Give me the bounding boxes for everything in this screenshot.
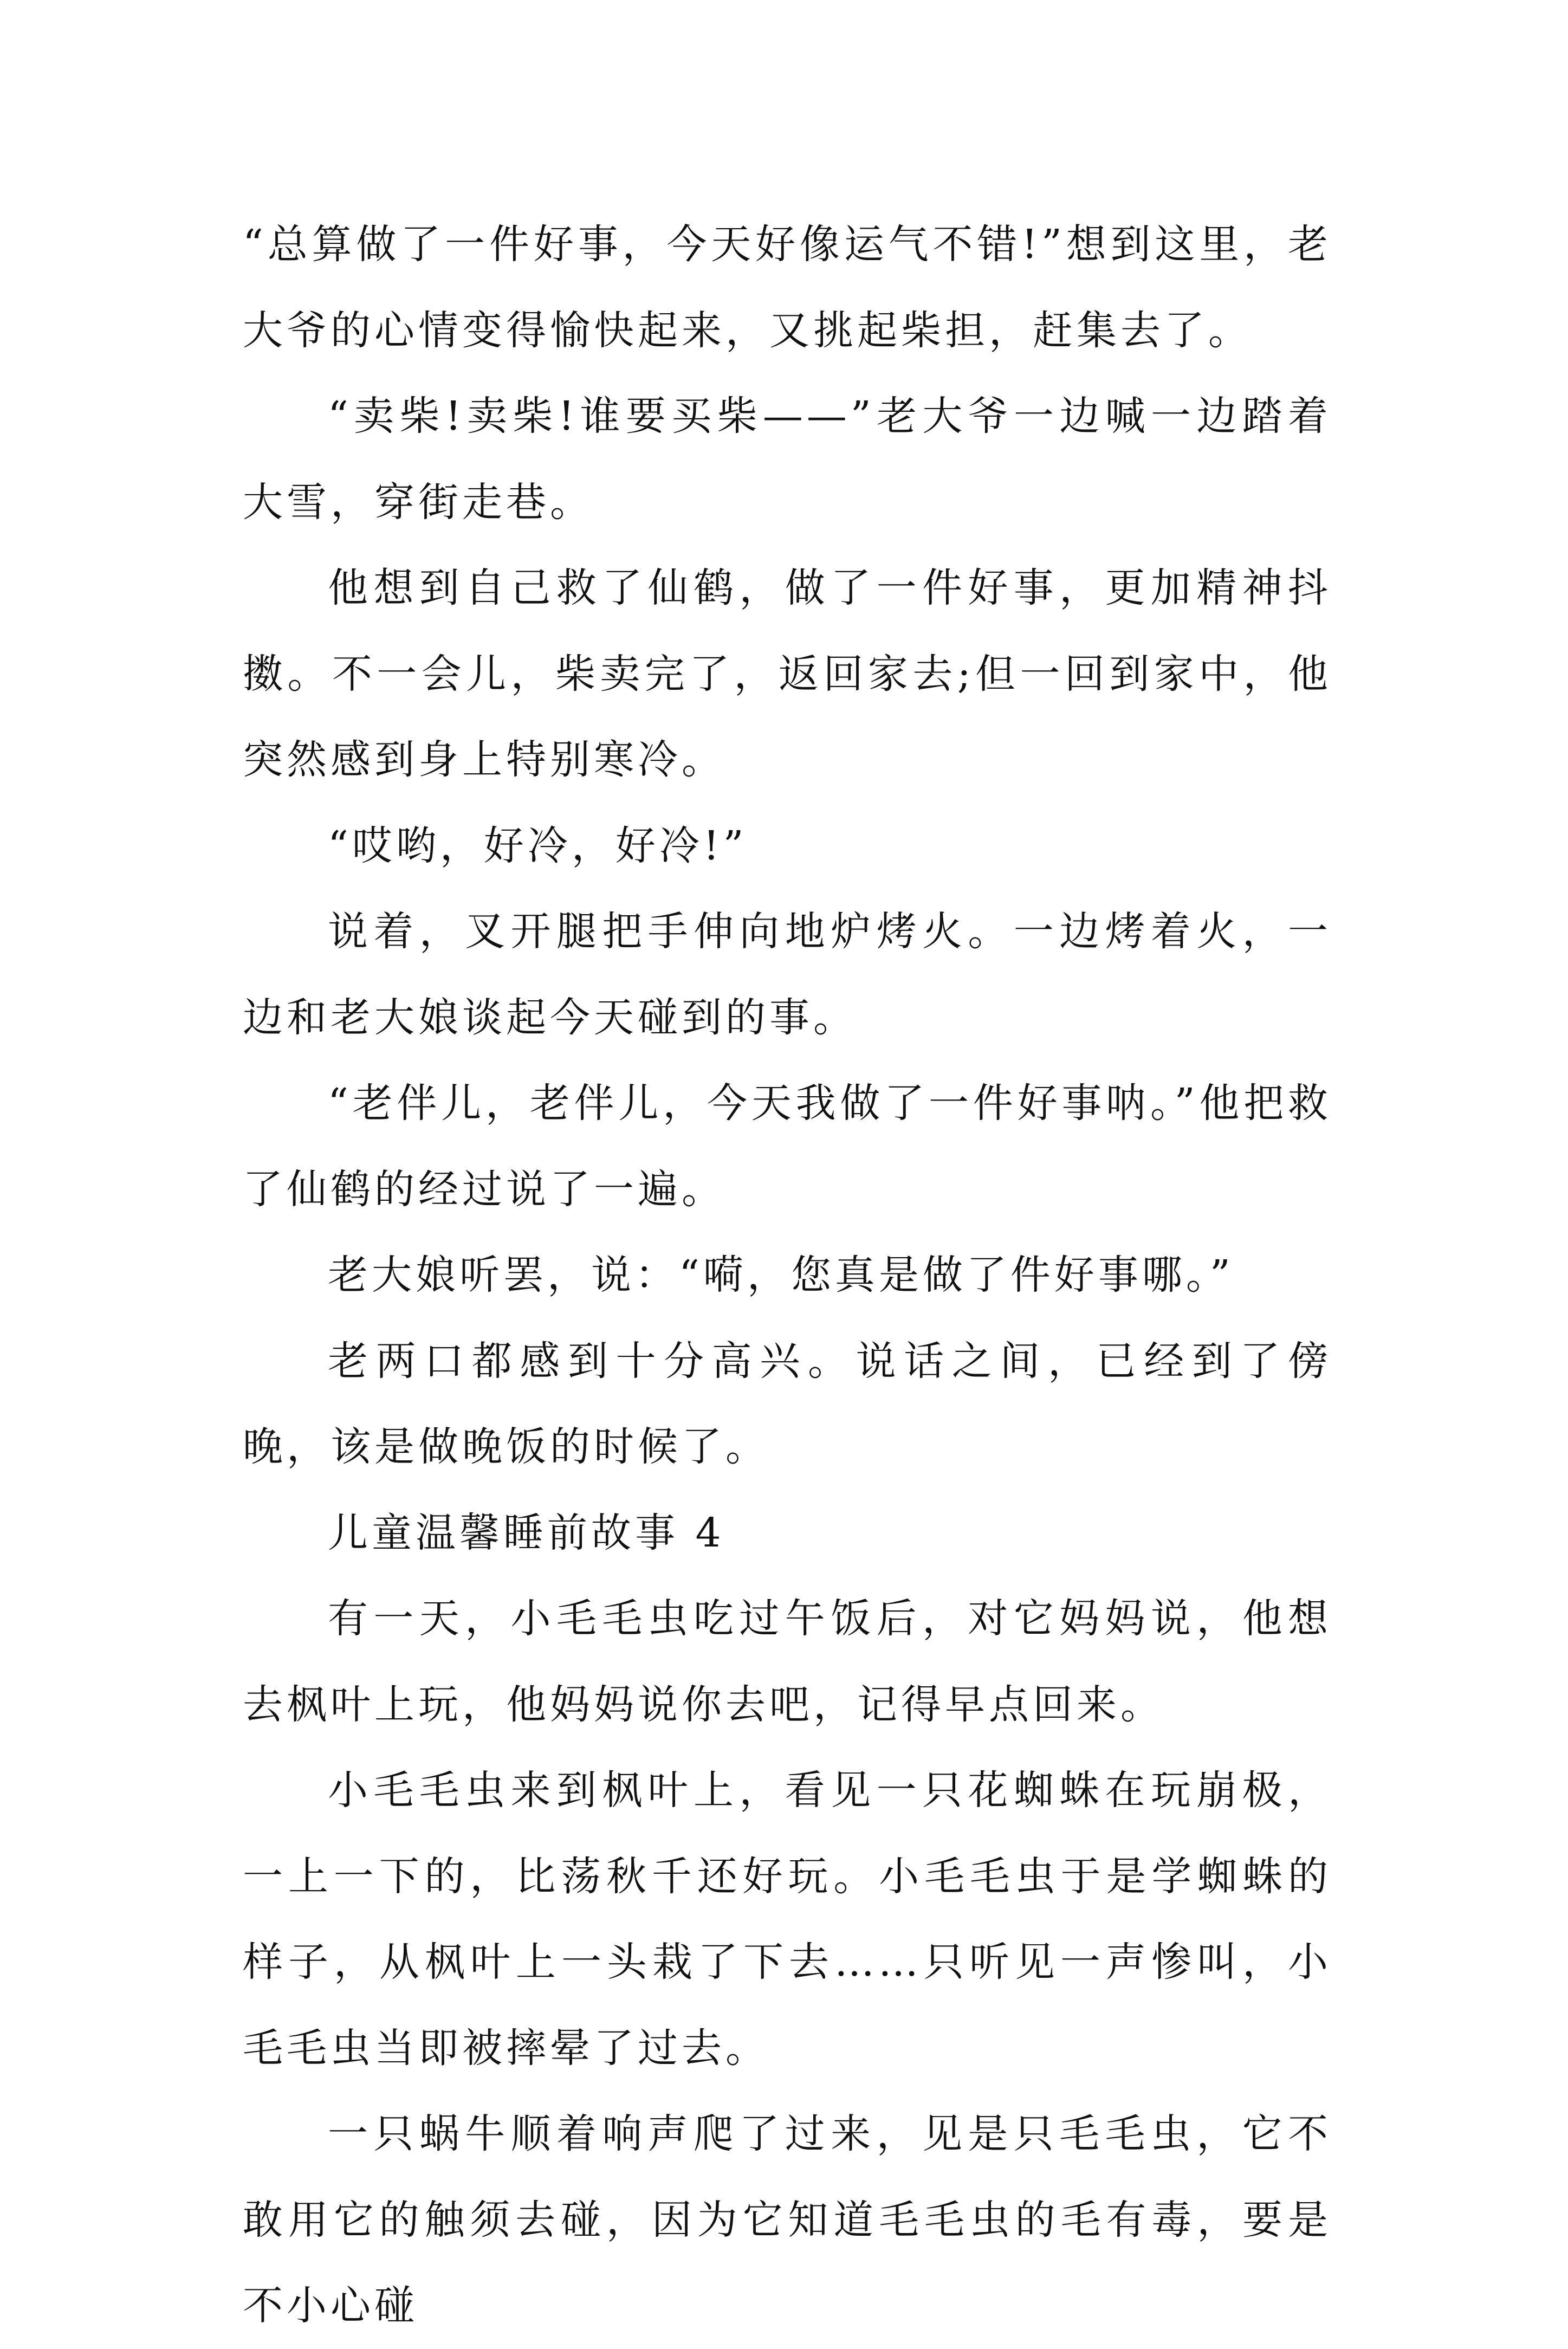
- document-body: [243, 202, 1332, 2349]
- paragraph: 一只蜗牛顺着响声爬了过来，见是只毛毛虫，它不敢用它的触须去碰，因为它知道毛毛虫的毛有毒，要是不小心碰: [243, 2111, 1332, 2329]
- paragraph: 老两口都感到十分高兴。说话之间，已经到了傍晚，该是做晚饭的时候了。: [243, 1337, 1332, 1470]
- paragraph: 他想到自己救了仙鹤，做了一件好事，更加精神抖擞。不一会儿，柴卖完了，返回家去;但一回到家中，他突然感到身上特别寒冷。: [243, 565, 1332, 783]
- paragraph: 老大娘听罢，说：“嗬，您真是做了件好事哪。”: [328, 1252, 1234, 1298]
- paragraph: 说着，叉开腿把手伸向地炉烤火。一边烤着火，一边和老大娘谈起今天碰到的事。: [243, 908, 1332, 1041]
- paragraph: 有一天，小毛毛虫吃过午饭后，对它妈妈说，他想去枫叶上玩，他妈妈说你去吧，记得早点回来。: [243, 1595, 1332, 1728]
- paragraph: “老伴儿，老伴儿，今天我做了一件好事呐。”他把救了仙鹤的经过说了一遍。: [243, 1080, 1332, 1213]
- section-heading: 儿童温馨睡前故事 4: [328, 1509, 725, 1556]
- paragraph: 小毛毛虫来到枫叶上，看见一只花蜘蛛在玩崩极，一上一下的，比荡秋千还好玩。小毛毛虫于是学蜘蛛的样子，从枫叶上一头栽了下去……只听见一声惨叫，小毛毛虫当即被摔晕了过去。: [243, 1767, 1332, 2072]
- paragraph: “卖柴!卖柴!谁要买柴——”老大爷一边喊一边踏着大雪，穿街走巷。: [243, 393, 1332, 526]
- paragraph: “总算做了一件好事，今天好像运气不错!”想到这里，老大爷的心情变得愉快起来，又挑起柴担，赶集去了。: [243, 221, 1332, 354]
- paragraph: “哎哟，好冷，好冷!”: [328, 822, 748, 869]
